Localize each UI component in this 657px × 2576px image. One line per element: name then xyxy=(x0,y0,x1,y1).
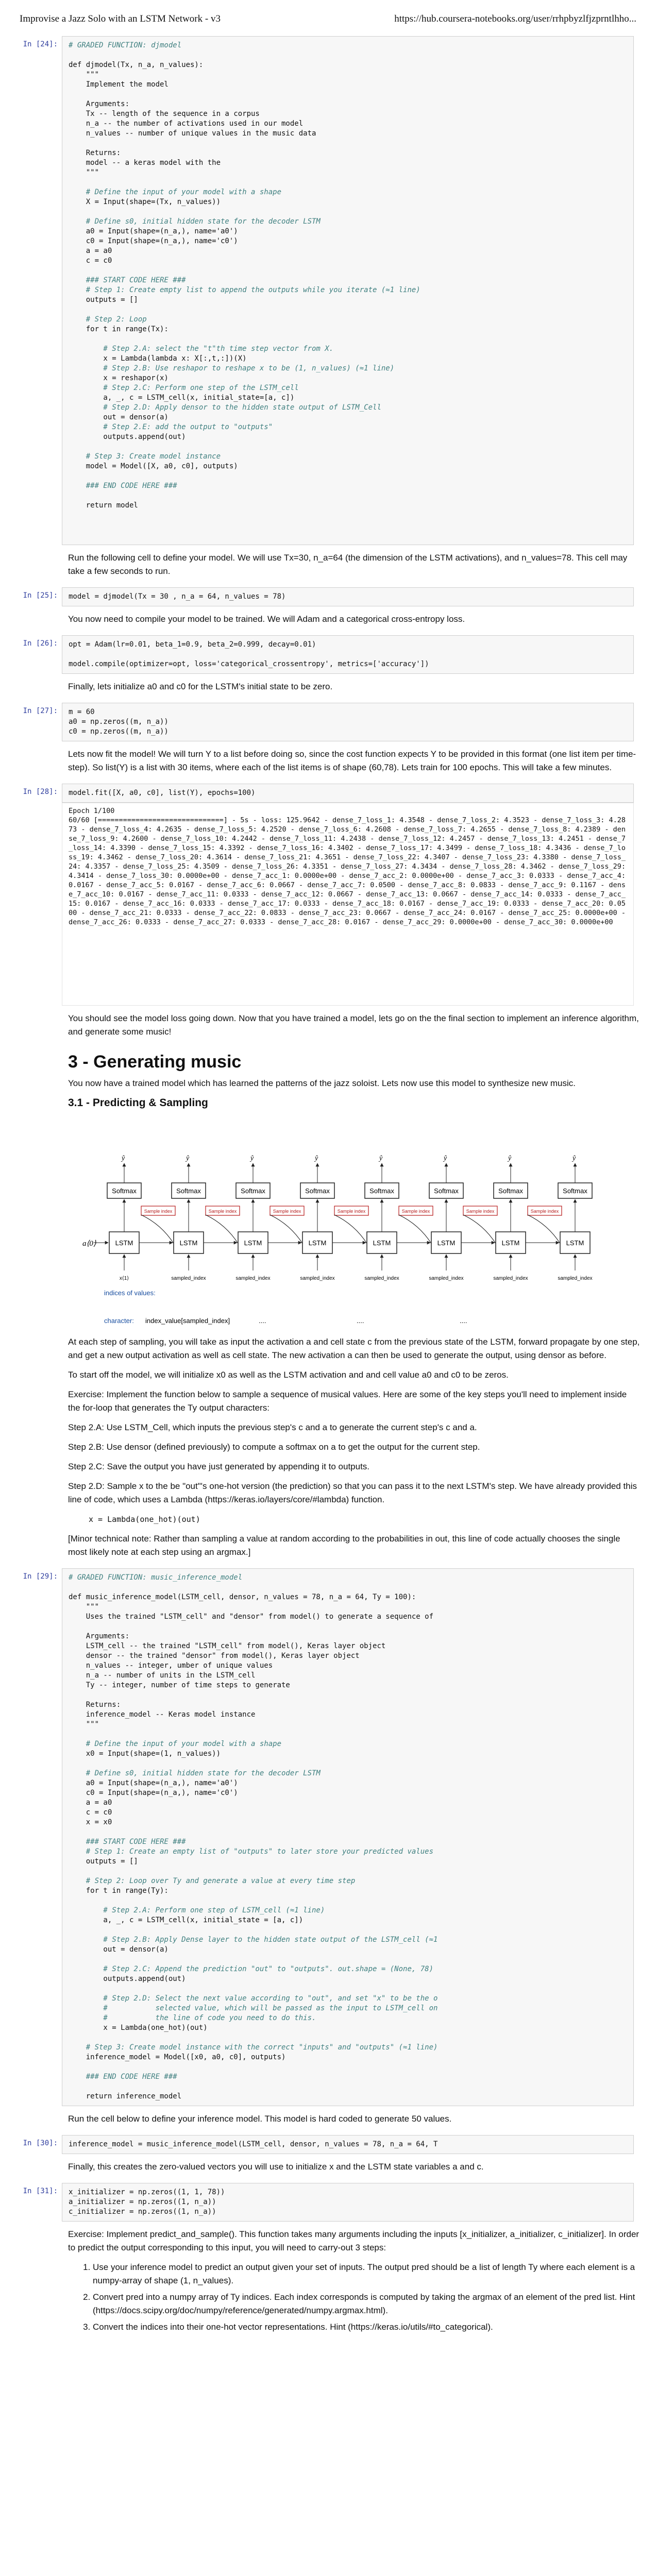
code-line: LSTM_cell -- the trained "LSTM_cell" from model(), Keras layer object xyxy=(69,1642,386,1650)
code-line: """ xyxy=(69,71,99,79)
text: [Minor technical note: Rather than sampling a value at random according to the probabilities in out, this line of code actually chooses the single most likely note at each step using an argmax.] xyxy=(68,1534,620,1557)
code-line xyxy=(69,1690,627,1700)
arrow xyxy=(334,1215,372,1252)
dots: .... xyxy=(460,1317,467,1325)
code-line xyxy=(69,2082,627,2092)
code-line: inference_model = Model([x0, a0, c0], outputs) xyxy=(69,2053,286,2061)
code-line: out = densor(a) xyxy=(69,1945,169,1954)
sampled-index-label: sampled_index xyxy=(235,1276,271,1281)
list-item: 3. Convert the indices into their one-hot vector representations. Hint (https://keras.io/utils/#to_categorical). xyxy=(93,2320,640,2334)
code-line: a = a0 xyxy=(69,1799,112,1807)
softmax-label: Softmax xyxy=(369,1187,394,1195)
code-line xyxy=(69,491,627,501)
text: Lets now fit the model! We will turn Y to a list before doing so, since the cost function expects Y to be provided in this format (one list item per time-step). So list(Y) is a list with 30 items, where each of the list items is of shape (60,78). Lets train for 100 epochs. This will take a few minutes. xyxy=(68,749,636,772)
code-line: return inference_model xyxy=(69,2092,182,2100)
code-line: m = 60 xyxy=(69,708,95,716)
code-line: """ xyxy=(69,1603,99,1611)
code-cell-26[interactable] xyxy=(23,635,634,674)
code-line: n_a -- the number of activations used in our model xyxy=(69,120,304,128)
markdown-cell xyxy=(62,2106,646,2135)
code-line: a0 = Input(shape=(n_a,), name='a0') xyxy=(69,1779,238,1787)
sampled-index-label: sampled_index xyxy=(364,1276,399,1281)
softmax-label: Softmax xyxy=(498,1187,523,1195)
character-value: index_value[sampled_index] xyxy=(145,1317,230,1325)
softmax-label: Softmax xyxy=(176,1187,201,1195)
code-line xyxy=(69,139,627,148)
code-line: # Step 2: Loop over Ty and generate a value at every time step xyxy=(69,1877,356,1885)
code-cell-27[interactable] xyxy=(23,703,634,741)
code-line: # Step 3: Create model instance xyxy=(69,452,221,461)
character-label: character: xyxy=(104,1317,134,1325)
text: You now need to compile your model to be trained. We will Adam and a categorical cross-entropy loss. xyxy=(68,614,465,624)
softmax-label: Softmax xyxy=(305,1187,330,1195)
cell-prompt: In [31]: xyxy=(23,2187,58,2195)
sampled-index-label: x⟨1⟩ xyxy=(119,1276,129,1281)
softmax-label: Softmax xyxy=(563,1187,587,1195)
code-line: c = c0 xyxy=(69,1808,112,1817)
text: Exercise: Implement the function below to sample a sequence of musical values. Here are some of the key steps you'll need to implement inside the for-loop that generates the Ty output characters: xyxy=(68,1389,627,1413)
code-line: # Step 1: Create empty list to append the outputs while you iterate (≈1 line) xyxy=(69,286,420,294)
lstm-sampling-figure xyxy=(68,1116,630,1332)
text: Run the following cell to define your model. We will use Tx=30, n_a=64 (the dimension of the LSTM activations), and n_values=78. This cell may take a few seconds to run. xyxy=(68,553,628,576)
cell-prompt: In [27]: xyxy=(23,707,58,715)
code-line: """ xyxy=(69,168,99,177)
code-line: ### END CODE HERE ### xyxy=(69,482,177,490)
text: Exercise: Implement predict_and_sample(). This function takes many arguments including the inputs [x_initializer, a_initializer, c_initializer]. In order to predict the output corresponding to this input, you will need to carry-out 3 steps: xyxy=(68,2229,639,2252)
code-line: # Step 2.B: Use reshapor to reshape x to be (1, n_values) (≈1 line) xyxy=(69,364,395,372)
sampled-index-label: sampled_index xyxy=(493,1276,528,1281)
softmax-label: Softmax xyxy=(241,1187,265,1195)
cell-prompt: In [24]: xyxy=(23,40,58,48)
sample-label: Sample index xyxy=(401,1209,430,1214)
y-hat-label: ŷ xyxy=(508,1155,512,1162)
text: Finally, lets initialize a0 and c0 for the LSTM's initial state to be zero. xyxy=(68,682,333,691)
code-line: n_values -- number of unique values in the music data xyxy=(69,129,316,138)
code-line: a, _, c = LSTM_cell(x, initial_state = [a, c]) xyxy=(69,1916,304,1924)
code-line: model = Model([X, a0, c0], outputs) xyxy=(69,462,238,470)
code-line xyxy=(69,1867,627,1876)
code-line xyxy=(69,1622,627,1632)
sample-label: Sample index xyxy=(208,1209,237,1214)
code-line: model.fit([X, a0, c0], list(Y), epochs=100) xyxy=(69,789,256,797)
subsection-heading: 3.1 - Predicting & Sampling xyxy=(68,1097,208,1109)
print-header xyxy=(0,10,657,31)
code-line: outputs.append(out) xyxy=(69,433,186,441)
code-line: x_initializer = np.zeros((1, 1, 78)) xyxy=(69,2188,225,2196)
sample-label: Sample index xyxy=(530,1209,559,1214)
code-line: # Define the input of your model with a shape xyxy=(69,188,282,196)
lstm-label: LSTM xyxy=(179,1239,198,1247)
code-line xyxy=(69,1896,627,1906)
code-line: c_initializer = np.zeros((1, n_a)) xyxy=(69,2208,216,2216)
code-line: c0 = Input(shape=(n_a,), name='c0') xyxy=(69,237,238,245)
dots: .... xyxy=(357,1317,364,1325)
y-hat-label: ŷ xyxy=(444,1155,447,1162)
arrow xyxy=(270,1215,308,1252)
code-line: a0 = Input(shape=(n_a,), name='a0') xyxy=(69,227,238,235)
markdown-cell xyxy=(62,674,646,703)
code-snippet: x = Lambda(one_hot)(out) xyxy=(89,1515,200,1524)
code-line: inference_model -- Keras model instance xyxy=(69,1710,256,1719)
code-line: Arguments: xyxy=(69,1632,130,1640)
softmax-label: Softmax xyxy=(112,1187,137,1195)
lstm-label: LSTM xyxy=(308,1239,327,1247)
code-line xyxy=(69,1759,627,1769)
code-line: model = djmodel(Tx = 30 , n_a = 64, n_values = 78) xyxy=(69,592,286,601)
text: Step 2.B: Use densor (defined previously) to compute a softmax on a to get the output for the current step. xyxy=(68,1442,480,1452)
code-editor[interactable] xyxy=(62,587,634,606)
code-line xyxy=(69,1730,627,1739)
text: Step 2.C: Save the output you have just generated by appending it to outputs. xyxy=(68,1462,370,1471)
markdown-cell xyxy=(62,2222,646,2341)
text: At each step of sampling, you will take as input the activation a and cell state c from the previous state of the LSTM, forward propagate by one step, and get a new output activation as well as cell state. The new activation a can then be used to generate the output, using densor as before. xyxy=(68,1337,640,1360)
y-hat-label: ŷ xyxy=(379,1155,383,1162)
lstm-label: LSTM xyxy=(115,1239,133,1247)
code-cell-29[interactable] xyxy=(23,1568,634,2106)
code-line: x = Lambda(lambda x: X[:,t,:])(X) xyxy=(69,354,247,363)
code-editor[interactable] xyxy=(62,2135,634,2154)
arrow xyxy=(399,1215,436,1252)
dots: .... xyxy=(259,1317,266,1325)
code-line: outputs = [] xyxy=(69,296,138,304)
markdown-cell xyxy=(62,1048,646,1568)
code-line xyxy=(69,1827,627,1837)
notebook xyxy=(0,36,657,2341)
code-editor[interactable] xyxy=(62,635,634,674)
arrow xyxy=(206,1215,243,1252)
sample-label: Sample index xyxy=(144,1209,173,1214)
code-line: for t in range(Ty): xyxy=(69,1887,169,1895)
code-line: # Step 2.D: Apply densor to the hidden state output of LSTM_Cell xyxy=(69,403,381,412)
code-line: c = c0 xyxy=(69,257,112,265)
code-line: inference_model = music_inference_model(LSTM_cell, densor, n_values = 78, n_a = 64, T xyxy=(69,2140,438,2148)
y-hat-label: ŷ xyxy=(186,1155,190,1162)
page-url[interactable]: https://hub.coursera-notebooks.org/user/rrhpbyzlfjzprntlhho... xyxy=(394,13,636,24)
code-line: a0 = np.zeros((m, n_a)) xyxy=(69,718,169,726)
code-cell-28[interactable] xyxy=(23,784,634,1006)
arrow xyxy=(528,1215,565,1252)
code-line: model -- a keras model with the xyxy=(69,159,221,167)
code-line: for t in range(Tx): xyxy=(69,325,169,333)
code-line: # Step 2.C: Append the prediction "out" to "outputs". out.shape = (None, 78) xyxy=(69,1965,434,1973)
lstm-label: LSTM xyxy=(566,1239,584,1247)
code-line: n_values -- integer, umber of unique values xyxy=(69,1662,273,1670)
code-line: # selected value, which will be passed as the input to LSTM_cell on xyxy=(69,2004,438,2012)
text: You now have a trained model which has learned the patterns of the jazz soloist. Lets now use this model to synthesize new music. xyxy=(68,1078,576,1088)
code-line: c0 = np.zeros((m, n_a)) xyxy=(69,727,169,736)
code-line: outputs.append(out) xyxy=(69,1975,186,1983)
indices-label: indices of values: xyxy=(104,1289,156,1297)
lstm-label: LSTM xyxy=(501,1239,520,1247)
code-line xyxy=(69,471,627,481)
code-line: x0 = Input(shape=(1, n_values)) xyxy=(69,1750,221,1758)
code-line xyxy=(69,1925,627,1935)
code-cell-25[interactable] xyxy=(23,587,634,606)
code-line: a, _, c = LSTM_cell(x, initial_state=[a, c]) xyxy=(69,394,295,402)
arrow xyxy=(141,1215,179,1252)
code-line: opt = Adam(lr=0.01, beta_1=0.9, beta_2=0.999, decay=0.01) xyxy=(69,640,316,649)
code-cell-30[interactable] xyxy=(23,2135,634,2154)
code-line: # GRADED FUNCTION: music_inference_model xyxy=(69,1573,243,1582)
code-line: # GRADED FUNCTION: djmodel xyxy=(69,41,182,49)
text: Step 2.D: Sample x to the be "out"'s one-hot version (the prediction) so that you can pass it to the next LSTM's step. We have already provided this line of code, which uses a Lambda (https://keras.io/layers/core/#lambda) function. xyxy=(68,1481,637,1504)
markdown-cell xyxy=(62,545,646,587)
code-line: Uses the trained "LSTM_cell" and "densor" from model() to generate a sequence of xyxy=(69,1613,434,1621)
section-heading: 3 - Generating music xyxy=(68,1052,242,1072)
code-line: a_initializer = np.zeros((1, n_a)) xyxy=(69,2198,216,2206)
code-line: X = Input(shape=(Tx, n_values)) xyxy=(69,198,221,206)
sampled-index-label: sampled_index xyxy=(558,1276,593,1281)
code-line: # Step 2: Loop xyxy=(69,315,147,324)
lstm-label: LSTM xyxy=(244,1239,262,1247)
code-cell-24[interactable] xyxy=(23,36,634,545)
a0-label: a⟨0⟩ xyxy=(82,1240,96,1248)
code-line: # Step 2.C: Perform one step of the LSTM_cell xyxy=(69,384,299,392)
code-cell-31[interactable] xyxy=(23,2183,634,2222)
sampled-index-label: sampled_index xyxy=(300,1276,335,1281)
cell-prompt: In [30]: xyxy=(23,2139,58,2147)
sampled-index-label: sampled_index xyxy=(171,1276,206,1281)
sample-label: Sample index xyxy=(466,1209,495,1214)
sampled-index-label: sampled_index xyxy=(429,1276,464,1281)
code-line: # Step 2.A: Perform one step of LSTM_cell (≈1 line) xyxy=(69,1906,325,1914)
text: Run the cell below to define your inference model. This model is hard coded to generate 50 values. xyxy=(68,2114,452,2124)
cell-prompt: In [26]: xyxy=(23,639,58,648)
sample-label: Sample index xyxy=(273,1209,301,1214)
markdown-cell xyxy=(62,606,646,635)
code-line: out = densor(a) xyxy=(69,413,169,421)
steps-list xyxy=(68,2261,640,2334)
code-line: # the line of code you need to do this. xyxy=(69,2014,316,2022)
code-line: a = a0 xyxy=(69,247,112,255)
page-title: Improvise a Jazz Solo with an LSTM Network - v3 xyxy=(20,13,221,24)
code-line: Tx -- length of the sequence in a corpus xyxy=(69,110,260,118)
code-editor[interactable] xyxy=(62,2183,634,2222)
code-line: ### START CODE HERE ### xyxy=(69,276,186,284)
list-item: 1. Use your inference model to predict an output given your set of inputs. The output pred should be a list of length Ty where each element is a numpy-array of shape (1, n_values). xyxy=(93,2261,640,2287)
code-line xyxy=(69,2033,627,2043)
code-line: # Define s0, initial hidden state for the decoder LSTM xyxy=(69,217,321,226)
code-line: x = reshapor(x) xyxy=(69,374,169,382)
text: Step 2.A: Use LSTM_Cell, which inputs the previous step's c and a to generate the current step's c and a. xyxy=(68,1422,477,1432)
code-line xyxy=(69,305,627,315)
softmax-label: Softmax xyxy=(434,1187,459,1195)
code-line: model.compile(optimizer=opt, loss='categorical_crossentropy', metrics=['accuracy']) xyxy=(69,660,429,668)
code-line xyxy=(69,2062,627,2072)
lstm-label: LSTM xyxy=(437,1239,456,1247)
code-editor[interactable] xyxy=(62,1568,634,2106)
y-hat-label: ŷ xyxy=(250,1155,254,1162)
markdown-cell xyxy=(62,2154,646,2183)
code-line: # Define s0, initial hidden state for the decoder LSTM xyxy=(69,1769,321,1777)
code-line: Arguments: xyxy=(69,100,130,108)
code-line: n_a -- number of units in the LSTM_cell xyxy=(69,1671,256,1680)
code-editor[interactable] xyxy=(62,703,634,741)
code-line: c0 = Input(shape=(n_a,), name='c0') xyxy=(69,1789,238,1797)
sample-label: Sample index xyxy=(337,1209,366,1214)
code-line: Ty -- integer, number of time steps to generate xyxy=(69,1681,290,1689)
code-line: ### START CODE HERE ### xyxy=(69,1838,186,1846)
arrow xyxy=(463,1215,501,1252)
y-hat-label: ŷ xyxy=(122,1155,125,1162)
code-line: def djmodel(Tx, n_a, n_values): xyxy=(69,61,204,69)
code-editor[interactable] xyxy=(62,36,634,545)
code-line xyxy=(69,334,627,344)
lstm-label: LSTM xyxy=(373,1239,391,1247)
code-line xyxy=(69,90,627,99)
code-line: # Step 2.D: Select the next value according to "out", and set "x" to be the o xyxy=(69,1994,438,2003)
code-line: # Step 2.A: select the "t"th time step vector from X. xyxy=(69,345,334,353)
y-hat-label: ŷ xyxy=(315,1155,318,1162)
code-line: """ xyxy=(69,1720,99,1728)
code-line xyxy=(69,50,627,60)
code-line: # Define the input of your model with a shape xyxy=(69,1740,282,1748)
code-line: def music_inference_model(LSTM_cell, densor, n_values = 78, n_a = 64, Ty = 100): xyxy=(69,1593,416,1601)
code-line xyxy=(69,1984,627,1994)
code-line xyxy=(69,266,627,276)
code-line xyxy=(69,178,627,188)
sampling-diagram xyxy=(68,1116,640,1332)
cell-output[interactable]: Epoch 1/100 60/60 [==============================] - 5s - loss: 125.9642 - dense_7_loss_1: 4.3548 - dense_7_loss_2: 4.3523 - dense_7_loss_3: 4.2873 - dense_7_loss_4: 4.2635 - dense_7_loss_5: 4.2520 - dense_7_loss_6: 4.2608 - dense_7_loss_7: 4.2655 - dense_7_loss_8: 4.2389 - dense_7_loss_9: 4.2600 - dense_7_loss_10: 4.2442 - dense_7_loss_11: 4.2438 - dense_7_loss_12: 4.2457 - dense_7_loss_13: 4.2451 - dense_7_loss_14: 4.3390 - dense_7_loss_15: 4.3392 - dense_7_loss_16: 4.3402 - dense_7_loss_17: 4.3499 - dense_7_loss_18: 4.3436 - dense_7_loss_19: 4.3462 - dense_7_loss_20: 4.3614 - dense_7_loss_21: 4.3651 - dense_7_loss_22: 4.3407 - dense_7_loss_23: 4.3380 - dense_7_loss_24: 4.3357 - dense_7_loss_25: 4.3509 - dense_7_loss_26: 4.3351 - dense_7_loss_27: 4.3434 - dense_7_loss_28: 4.3462 - dense_7_loss_29: 4.3414 - dense_7_loss_30: 0.0000e+00 - dense_7_acc_1: 0.0000e+00 - dense_7_acc_2: 0.0000e+00 - dense_7_acc_3: 0.0333 - dense_7_acc_4: 0.0167 - dense_7_acc_5: 0.0167 - dense_7_acc_6: 0.0667 - dense_7_acc_7: 0.0500 - dense_7_acc_8: 0.0833 - dense_7_acc_9: 0.1167 - dense_7_acc_10: 0.0167 - dense_7_acc_11: 0.0333 - dense_7_acc_12: 0.0667 - dense_7_acc_13: 0.0667 - dense_7_acc_14: 0.0333 - dense_7_acc_15: 0.0167 - dense_7_acc_16: 0.0333 - dense_7_acc_17: 0.0333 - dense_7_acc_18: 0.0167 - dense_7_acc_19: 0.0333 - dense_7_acc_20: 0.0500 - dense_7_acc_21: 0.0333 - dense_7_acc_22: 0.0833 - dense_7_acc_23: 0.0667 - dense_7_acc_24: 0.0167 - dense_7_acc_25: 0.0000e+00 - dense_7_acc_26: 0.0333 - dense_7_acc_27: 0.0333 - dense_7_acc_28: 0.0167 - dense_7_acc_29: 0.0000e+00 - dense_7_acc_30: 0.0000e+00 xyxy=(62,803,634,1006)
code-line: # Step 3: Create model instance with the correct "inputs" and "outputs" (≈1 line) xyxy=(69,2043,438,2052)
code-line: Returns: xyxy=(69,1701,121,1709)
code-line xyxy=(69,1583,627,1592)
text: Finally, this creates the zero-valued vectors you will use to initialize x and the LSTM state variables a and c. xyxy=(68,2162,484,2172)
text: To start off the model, we will initialize x0 as well as the LSTM activation and and cell value a0 and c0 to be zeros. xyxy=(68,1370,509,1380)
text: You should see the model loss going down. Now that you have trained a model, lets go on the the final section to implement an inference algorithm, and generate some music! xyxy=(68,1013,639,1037)
markdown-cell xyxy=(62,741,646,784)
code-line: return model xyxy=(69,501,138,510)
cell-prompt: In [28]: xyxy=(23,788,58,796)
code-line: densor -- the trained "densor" from model(), Keras layer object xyxy=(69,1652,360,1660)
list-item: 2. Convert pred into a numpy array of Ty indices. Each index corresponds is computed by taking the argmax of an element of the pred list. Hint (https://docs.scipy.org/doc/numpy/reference/generated/numpy.argmax.html). xyxy=(93,2291,640,2317)
code-line: x = Lambda(one_hot)(out) xyxy=(69,2024,208,2032)
y-hat-label: ŷ xyxy=(572,1155,576,1162)
code-line: Implement the model xyxy=(69,80,169,89)
code-line xyxy=(69,1955,627,1964)
markdown-cell xyxy=(62,1006,646,1048)
code-line: Returns: xyxy=(69,149,121,157)
code-line: # Step 2.E: add the output to "outputs" xyxy=(69,423,273,431)
cell-prompt: In [29]: xyxy=(23,1572,58,1581)
code-line: # Step 2.B: Apply Dense layer to the hidden state output of the LSTM_cell (≈1 xyxy=(69,1936,438,1944)
code-line xyxy=(69,207,627,217)
code-line xyxy=(69,442,627,452)
code-line: x = x0 xyxy=(69,1818,112,1826)
code-editor[interactable] xyxy=(62,784,634,803)
code-line: outputs = [] xyxy=(69,1857,138,1866)
code-line: # Step 1: Create an empty list of "outputs" to later store your predicted values xyxy=(69,1848,434,1856)
code-line: ### END CODE HERE ### xyxy=(69,2073,177,2081)
code-line xyxy=(69,650,627,659)
cell-prompt: In [25]: xyxy=(23,591,58,600)
